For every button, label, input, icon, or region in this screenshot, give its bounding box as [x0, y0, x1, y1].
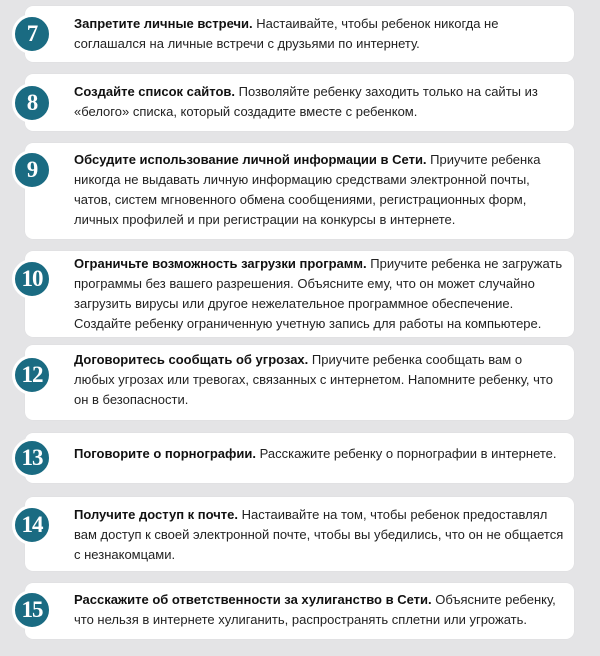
- tip-text: [74, 350, 564, 410]
- tip-card-9: [25, 143, 574, 239]
- tip-body: Позволяйте ребенку заходить только на сайты из «белого» списка, который создадите вместе с ребенком.: [74, 84, 538, 119]
- tip-text: [74, 254, 564, 334]
- tip-title: Получите доступ к почте.: [74, 507, 239, 522]
- tip-text: [74, 14, 564, 54]
- tip-text: [74, 150, 564, 230]
- tip-title: Создайте список сайтов.: [74, 84, 236, 99]
- tip-text: [74, 444, 564, 464]
- tip-card-12: [21, 345, 574, 420]
- tip-text: [74, 82, 564, 122]
- tip-title: Обсудите использование личной информации в Сети.: [74, 152, 427, 167]
- tip-body: Приучите ребенка не загружать программы без вашего разрешения. Объясните ему, что он может случайно загрузить вирусы или другое нежелательное программное обеспечение. Создайте ребенку ограниченную учетную запись для работы на компьютере.: [74, 256, 563, 331]
- tip-title: Поговорите о порнографии.: [74, 446, 257, 461]
- tip-body: Объясните ребенку, что нельзя в интернете хулиганить, распространять сплетни или угрожать.: [74, 592, 556, 627]
- tip-card-13: [21, 433, 574, 483]
- tip-body: Приучите ребенка никогда не выдавать личную информацию средствами электронной почты, чатов, систем мгновенного обмена сообщениями, регистрационных форм, личных профилей и при регистрации на конкурсы в интернете.: [74, 152, 541, 227]
- tip-body: Настаивайте на том, чтобы ребенок предоставлял вам доступ к своей электронной почте, чтобы вы убедились, что он не общается с незнакомцами.: [74, 507, 564, 562]
- number-badge: 12: [12, 355, 52, 395]
- tip-card-14: [21, 497, 574, 571]
- number-badge: 15: [12, 590, 52, 630]
- tip-title: Расскажите об ответственности за хулиганство в Сети.: [74, 592, 432, 607]
- number-badge: 14: [12, 505, 52, 545]
- tip-title: Ограничьте возможность загрузки программ.: [74, 256, 367, 271]
- tip-card-7: [25, 6, 574, 62]
- tip-text: [74, 505, 564, 565]
- tip-card-15: [21, 583, 574, 639]
- tip-card-8: [25, 74, 574, 131]
- tip-card-10: [21, 251, 574, 337]
- number-badge: 7: [12, 14, 52, 54]
- number-badge: 10: [12, 259, 52, 299]
- number-badge: 8: [12, 83, 52, 123]
- tip-body: Настаивайте, чтобы ребенок никогда не соглашался на личные встречи с друзьями по интернету.: [74, 16, 499, 51]
- tip-title: Запретите личные встречи.: [74, 16, 253, 31]
- tip-title: Договоритесь сообщать об угрозах.: [74, 352, 309, 367]
- tip-body: Приучите ребенка сообщать вам о любых угрозах или тревогах, связанных с интернетом. Напомните ребенку, что он в безопасности.: [74, 352, 553, 407]
- tip-body: Расскажите ребенку о порнографии в интернете.: [256, 446, 557, 461]
- tip-text: [74, 590, 564, 630]
- number-badge: 9: [12, 150, 52, 190]
- number-badge: 13: [12, 438, 52, 478]
